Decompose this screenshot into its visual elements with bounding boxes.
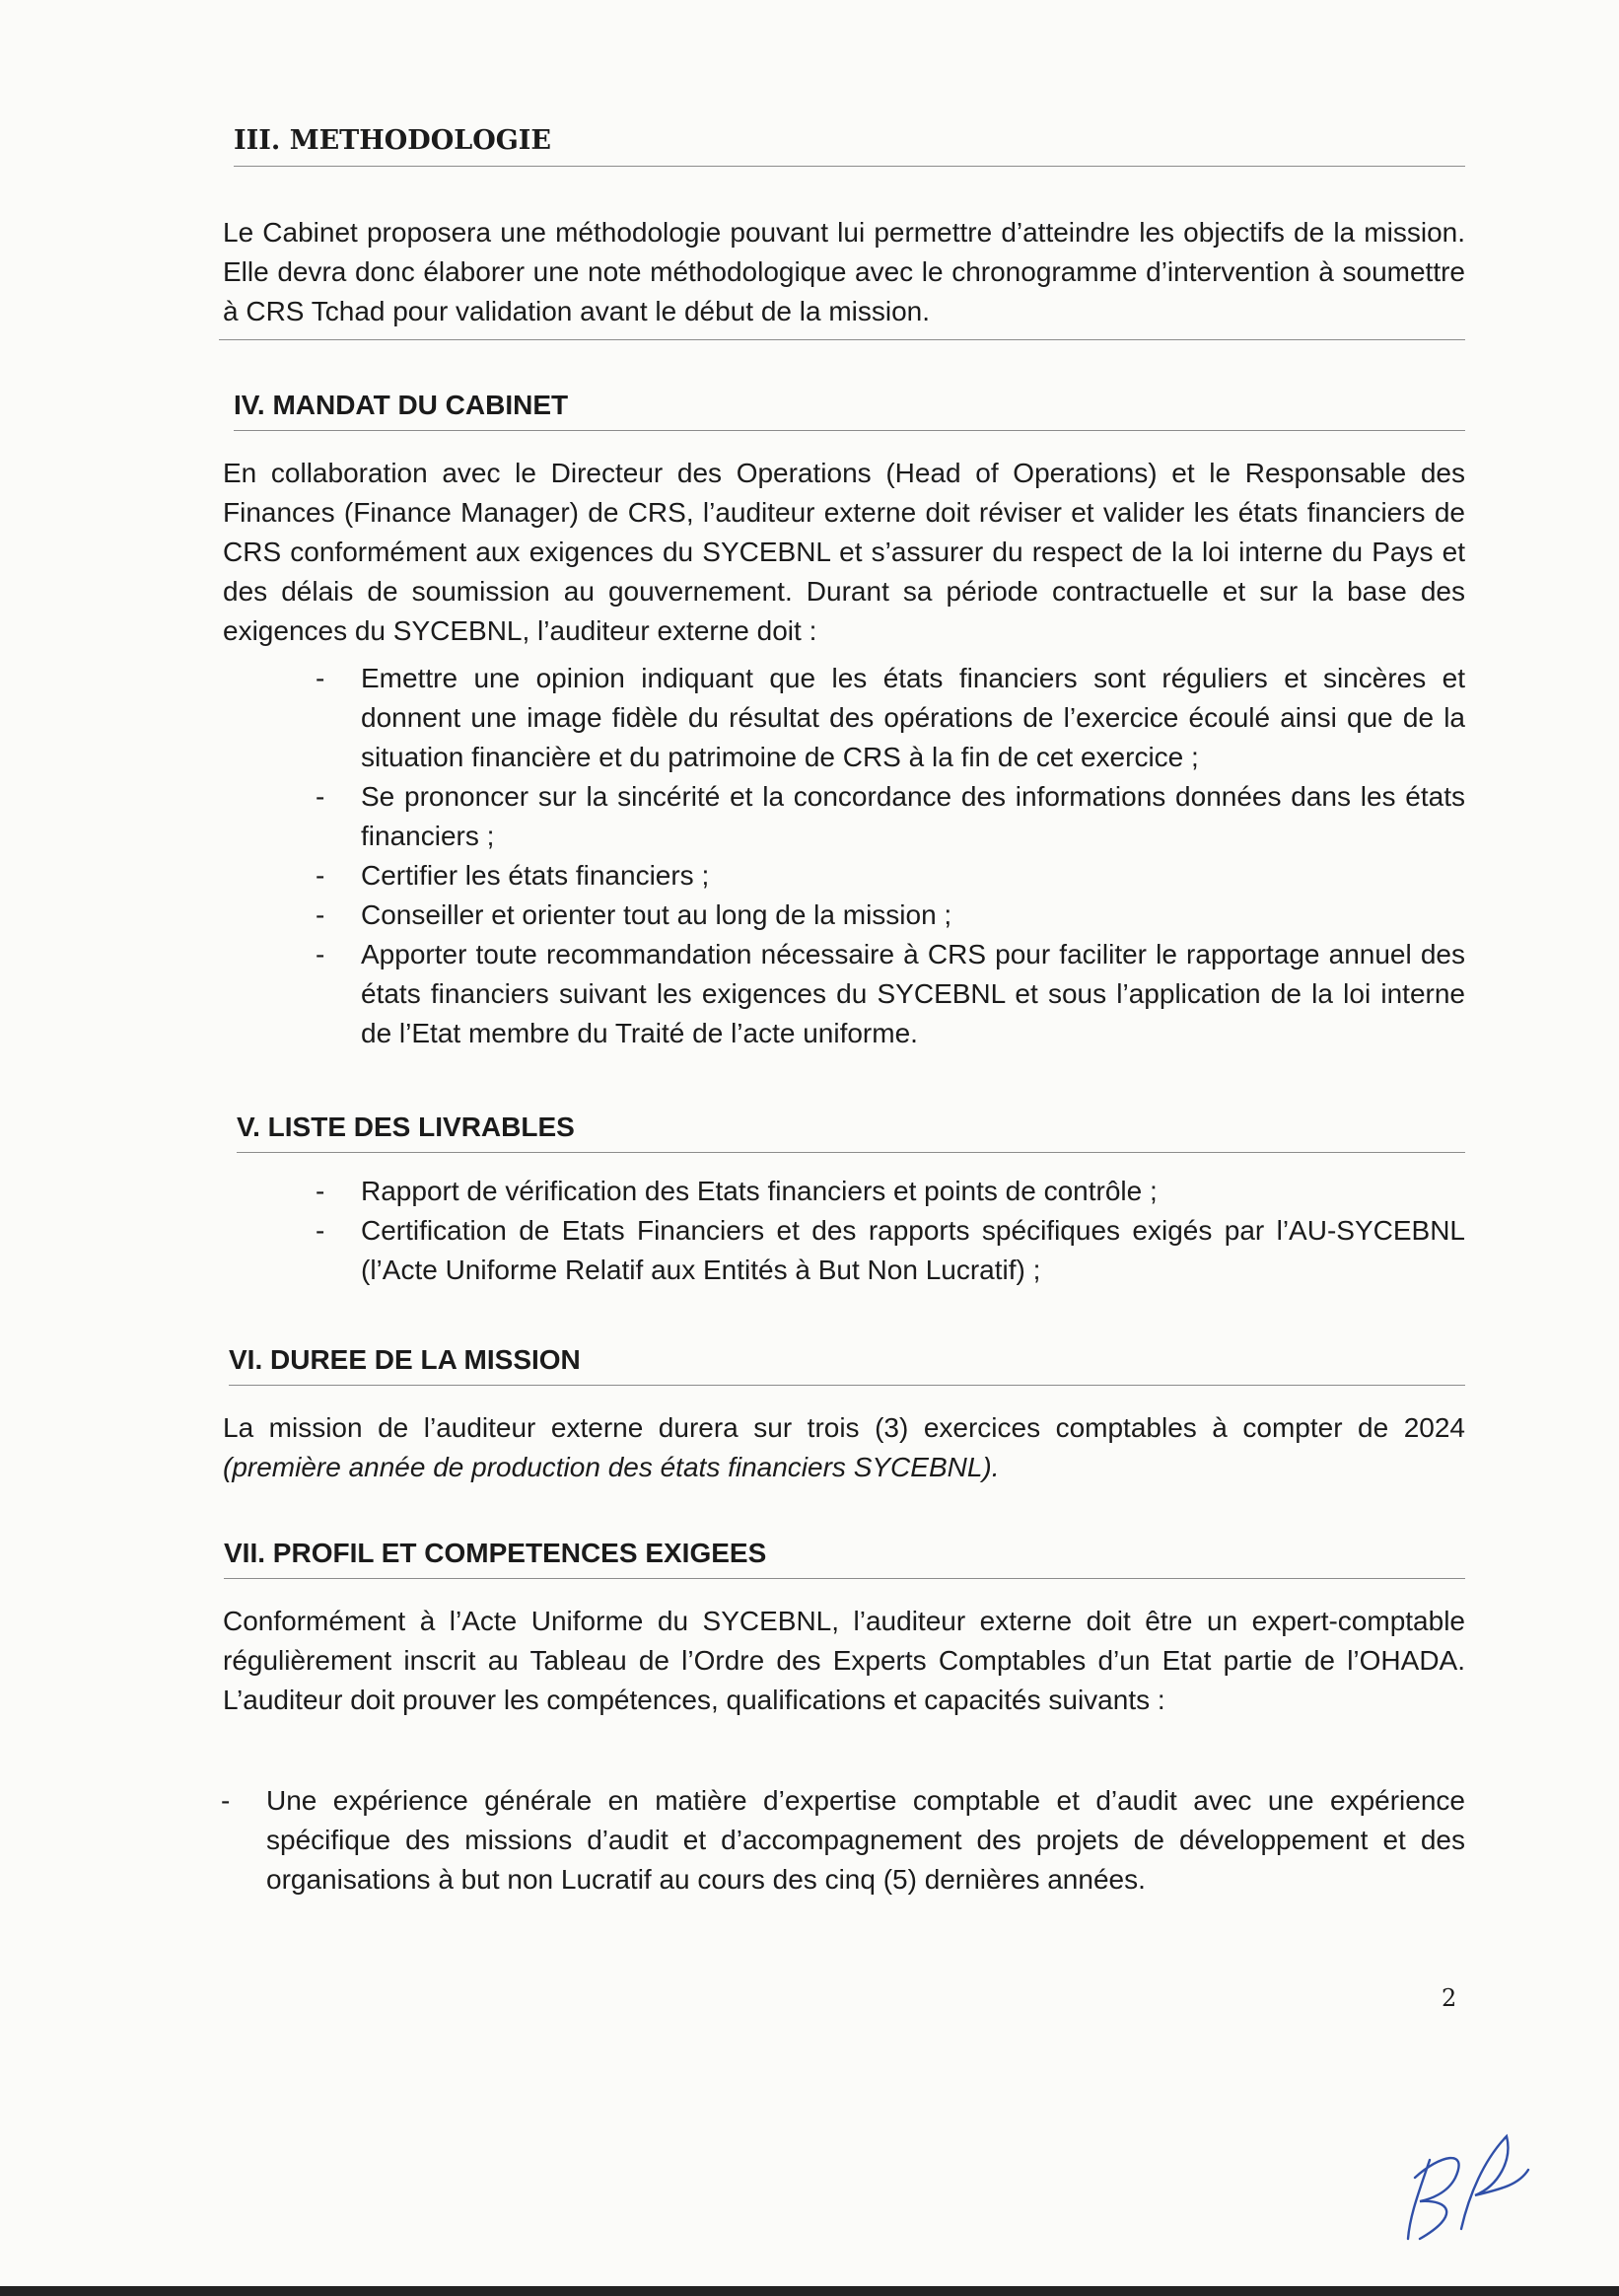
scan-edge	[0, 2286, 1619, 2296]
list-item: - Se prononcer sur la sincérité et la concordance des informations données dans les états financiers ;	[316, 781, 1465, 851]
list-item: - Certification de Etats Financiers et des rapports spécifiques exigés par l’AU-SYCEBNL (l’Acte Uniforme Relatif aux Entités à But Non Lucratif) ;	[316, 1215, 1465, 1285]
section-title-profil: VII. PROFIL ET COMPETENCES EXIGEES	[224, 1537, 1465, 1579]
mandat-list	[316, 659, 1465, 1053]
methodologie-paragraph: Le Cabinet proposera une méthodologie pouvant lui permettre d’atteindre les objectifs de la mission. Elle devra donc élaborer une note méthodologique avec le chronogramme d’intervention à soumettre à CRS Tchad pour validation avant le début de la mission.	[223, 217, 1465, 326]
list-item: - Apporter toute recommandation nécessaire à CRS pour faciliter le rapportage annuel des états financiers suivant les exigences du SYCEBNL et sous l’application de la loi interne de l’Etat membre du Traité de l’acte uniforme.	[316, 939, 1465, 1048]
section-title-duree: VI. DUREE DE LA MISSION	[229, 1343, 1465, 1386]
list-item: - Rapport de vérification des Etats financiers et points de contrôle ;	[316, 1176, 1158, 1206]
section-title-livrables: V. LISTE DES LIVRABLES	[237, 1111, 1465, 1153]
profil-paragraph: Conformément à l’Acte Uniforme du SYCEBNL, l’auditeur externe doit être un expert-comptable régulièrement inscrit au Tableau de l’Ordre des Experts Comptables d’un Etat partie de l’OHADA. L’auditeur doit prouver les compétences, qualifications et capacités suivants :	[223, 1606, 1465, 1715]
list-item: - Certifier les états financiers ;	[316, 860, 710, 891]
section-title-methodologie: III. METHODOLOGIE	[234, 124, 1465, 167]
livrables-list	[316, 1172, 1465, 1290]
page-number: 2	[1442, 1984, 1457, 2012]
list-item: - Une expérience générale en matière d’expertise comptable et d’audit avec une expérience spécifique des missions d’audit et d’accompagnement des projets de développement et des organisations à but non Lucratif au cours des cinq (5) dernières années.	[221, 1785, 1465, 1895]
list-item: - Conseiller et orienter tout au long de la mission ;	[316, 899, 952, 930]
signature	[1390, 2120, 1548, 2249]
mandat-paragraph: En collaboration avec le Directeur des Operations (Head of Operations) et le Responsable des Finances (Finance Manager) de CRS, l’auditeur externe doit réviser et valider les états financiers de CRS conformément aux exigences du SYCEBNL et s’assurer du respect de la loi interne du Pays et des délais de soumission au gouvernement. Durant sa période contractuelle et sur la base des exigences du SYCEBNL, l’auditeur externe doit :	[223, 458, 1465, 646]
divider	[219, 339, 1465, 340]
duree-paragraph: La mission de l’auditeur externe durera sur trois (3) exercices comptables à compter de 2024 (première année de production des états financiers SYCEBNL).	[223, 1412, 1465, 1482]
section-title-mandat: IV. MANDAT DU CABINET	[234, 389, 1465, 431]
profil-list	[221, 1781, 1465, 1900]
list-item: - Emettre une opinion indiquant que les états financiers sont réguliers et sincères et donnent une image fidèle du résultat des opérations de l’exercice écoulé ainsi que de la situation financière et du patrimoine de CRS à la fin de cet exercice ;	[316, 663, 1465, 772]
